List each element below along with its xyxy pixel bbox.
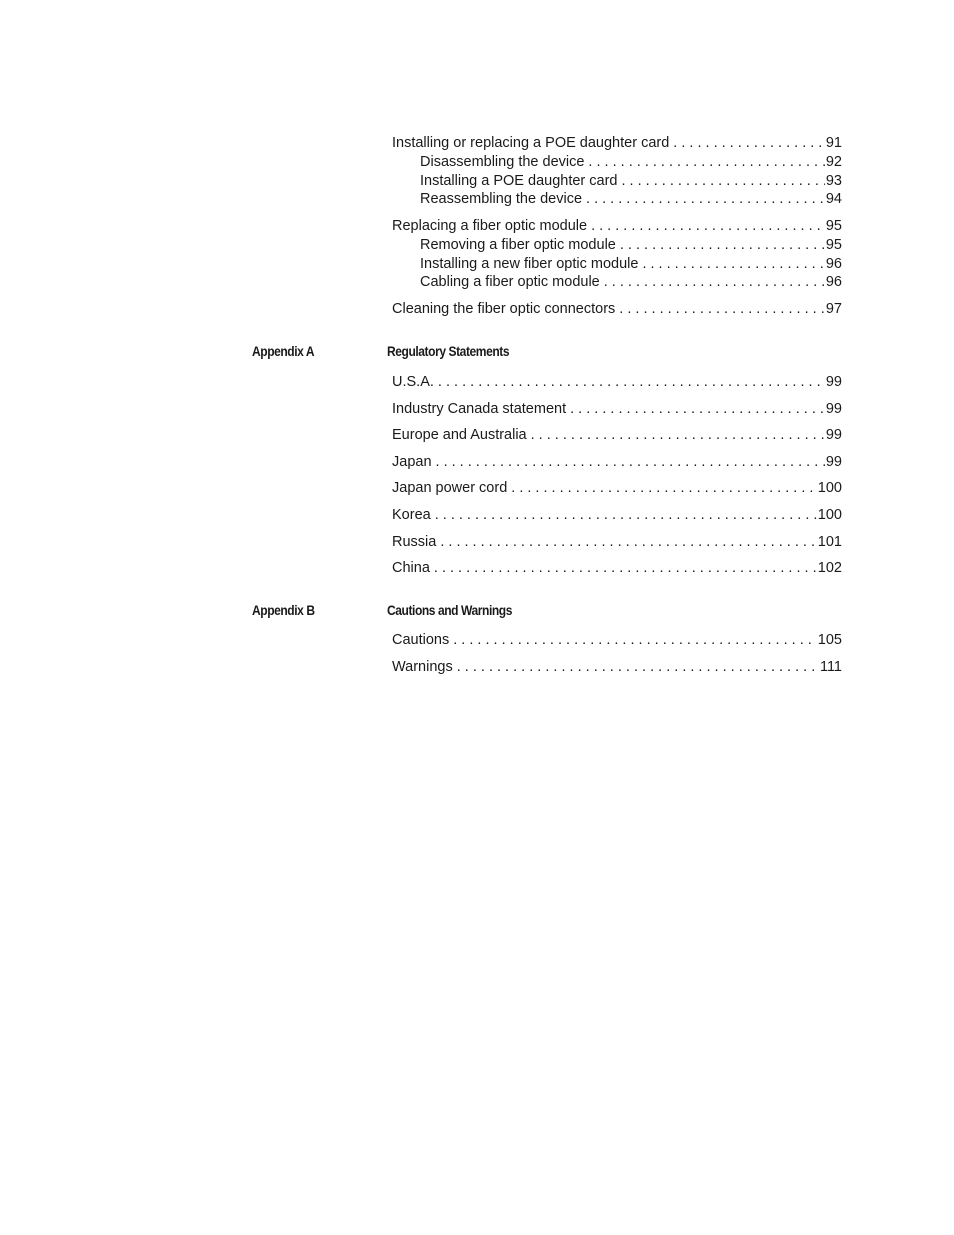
toc-entry[interactable] bbox=[392, 217, 842, 236]
toc-entry-label: Replacing a fiber optic module bbox=[392, 217, 588, 234]
toc-entry-label: Disassembling the device bbox=[420, 153, 585, 170]
toc-entry-page: 111 bbox=[819, 658, 842, 675]
toc-entry-page: 93 bbox=[825, 172, 842, 189]
dot-leader bbox=[588, 153, 824, 172]
toc-entry[interactable] bbox=[392, 236, 842, 255]
dot-leader bbox=[570, 400, 825, 419]
toc-entry-page: 97 bbox=[825, 300, 842, 317]
toc-entry-page: 100 bbox=[817, 480, 842, 497]
toc-entry[interactable] bbox=[392, 658, 842, 677]
toc-entry-page: 95 bbox=[825, 217, 842, 234]
toc-entry-label: U.S.A. bbox=[392, 374, 434, 390]
dot-leader bbox=[436, 453, 825, 472]
toc-entry-page: 99 bbox=[825, 400, 842, 417]
toc-entry-page: 96 bbox=[825, 274, 842, 291]
toc-entry-page: 99 bbox=[825, 374, 842, 390]
toc-entry[interactable] bbox=[392, 172, 842, 191]
dot-leader bbox=[434, 559, 817, 578]
appendix-a-label: Appendix A bbox=[252, 343, 315, 359]
toc-entry-label: Industry Canada statement bbox=[392, 400, 567, 417]
toc-entry[interactable] bbox=[392, 134, 842, 153]
toc-section-top bbox=[392, 134, 842, 319]
toc-entry[interactable] bbox=[392, 559, 842, 578]
toc-entry[interactable] bbox=[392, 479, 842, 498]
toc-entry-label: Korea bbox=[392, 506, 431, 523]
toc-entry-page: 96 bbox=[825, 255, 842, 272]
toc-entry[interactable] bbox=[392, 373, 842, 392]
toc-entry[interactable] bbox=[392, 506, 842, 525]
dot-leader bbox=[457, 658, 819, 677]
toc-entry-page: 99 bbox=[825, 427, 842, 444]
dot-leader bbox=[619, 300, 825, 319]
dot-leader bbox=[531, 426, 825, 445]
toc-section-appendix-b bbox=[392, 631, 842, 676]
dot-leader bbox=[453, 631, 817, 650]
dot-leader bbox=[440, 533, 816, 552]
dot-leader bbox=[604, 273, 825, 292]
toc-entry-label: Cleaning the fiber optic connectors bbox=[392, 300, 616, 317]
toc-entry-label: Cautions bbox=[392, 632, 450, 648]
dot-leader bbox=[620, 236, 825, 255]
appendix-b-title[interactable]: Cautions and Warnings bbox=[387, 602, 512, 618]
toc-entry-page: 91 bbox=[825, 135, 842, 151]
toc-entry[interactable] bbox=[392, 190, 842, 209]
toc-entry-label: Installing or replacing a POE daughter card bbox=[392, 135, 670, 151]
appendix-a-title[interactable]: Regulatory Statements bbox=[387, 343, 510, 359]
toc-entry[interactable] bbox=[392, 533, 842, 552]
dot-leader bbox=[591, 217, 825, 236]
toc-entry-page: 101 bbox=[817, 533, 842, 550]
toc-entry[interactable] bbox=[392, 453, 842, 472]
toc-entry[interactable] bbox=[392, 426, 842, 445]
toc-entry-label: Removing a fiber optic module bbox=[420, 236, 616, 253]
toc-entry[interactable] bbox=[392, 300, 842, 319]
toc-entry-label: China bbox=[392, 560, 430, 577]
toc-entry-label: Russia bbox=[392, 533, 437, 550]
dot-leader bbox=[673, 134, 825, 153]
toc-entry[interactable] bbox=[392, 153, 842, 172]
toc-entry-label: Japan bbox=[392, 453, 432, 470]
toc-entry-label: Reassembling the device bbox=[420, 191, 583, 208]
toc-entry-page: 99 bbox=[825, 453, 842, 470]
toc-entry[interactable] bbox=[392, 255, 842, 274]
dot-leader bbox=[435, 506, 817, 525]
toc-entry-label: Installing a POE daughter card bbox=[420, 172, 618, 189]
toc-entry-page: 92 bbox=[825, 153, 842, 170]
toc-entry-label: Warnings bbox=[392, 658, 453, 675]
toc-entry-page: 100 bbox=[817, 506, 842, 523]
appendix-b-label: Appendix B bbox=[252, 602, 315, 618]
toc-entry[interactable] bbox=[392, 631, 842, 650]
toc-entry-label: Cabling a fiber optic module bbox=[420, 274, 600, 291]
toc-entry[interactable] bbox=[392, 400, 842, 419]
toc-entry-label: Japan power cord bbox=[392, 480, 508, 497]
dot-leader bbox=[438, 373, 825, 392]
dot-leader bbox=[642, 255, 824, 274]
toc-entry-page: 102 bbox=[817, 560, 842, 577]
toc-entry-page: 95 bbox=[825, 236, 842, 253]
toc-entry-label: Europe and Australia bbox=[392, 427, 527, 444]
toc-section-appendix-a bbox=[392, 373, 842, 578]
dot-leader bbox=[586, 190, 825, 209]
toc-entry[interactable] bbox=[392, 273, 842, 292]
toc-entry-page: 105 bbox=[817, 632, 842, 648]
toc-entry-page: 94 bbox=[825, 191, 842, 208]
dot-leader bbox=[621, 172, 824, 191]
dot-leader bbox=[511, 479, 817, 498]
toc-entry-label: Installing a new fiber optic module bbox=[420, 255, 639, 272]
